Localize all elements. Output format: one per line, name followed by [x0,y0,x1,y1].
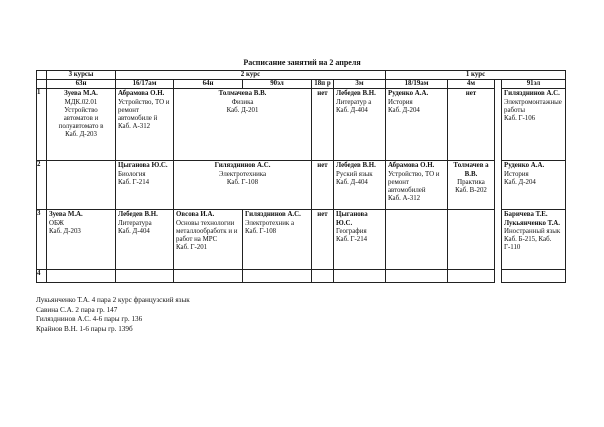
cell-4m [448,89,495,161]
gap-cell [495,161,502,210]
subject: МДК.02.01 Устройство автоматов и полуавтомато в [58,98,104,131]
subject: Электротехник а [245,219,295,227]
gap-cell [495,210,502,270]
group-63n: 63н [47,80,116,89]
group-header-row [37,80,566,89]
subject: ОБЖ [49,219,64,227]
room: Каб. А-312 [118,123,151,131]
cell-18pr [312,161,334,210]
cell-1819am [386,270,448,283]
course-1: 1 курс [386,71,566,80]
subject: Иностранный язык [504,227,561,235]
teacher-name: Толмачев а В.В. [453,162,489,178]
subject: Литератур а [336,98,372,106]
cell-1819am [386,89,448,161]
cell-18pr [312,89,334,161]
cell-91el [502,270,566,283]
cell-1617am [116,89,174,161]
cell-90el [243,210,312,270]
cell-63n [47,89,116,161]
corner-cell [37,71,47,80]
cell-4m [448,161,495,210]
teacher-name: Овсова И.А. [176,211,215,219]
group-91el: 91эл [502,80,566,89]
subject: Электромонтажные работы [504,98,562,114]
group-3m: 3м [334,80,386,89]
gap-cell [495,270,502,283]
lesson-number: 3 [37,210,47,270]
room: Каб. Д-404 [336,106,368,114]
note-line: Гилязднинов А.С. 4-6 пары гр. 136 [36,315,143,323]
teacher-name: Зуева М.А. [64,90,98,98]
subject: Электротехника [218,170,267,178]
teacher-name: Руденко А.А. [504,162,545,170]
room: Каб. Г-201 [176,244,208,252]
course-2: 2 курс [116,71,386,80]
teacher-name: Лебедев В.Н. [336,90,376,98]
group-18pr: 18п р [312,80,334,89]
cell-64n-90el [174,89,312,161]
cell-63n [47,210,116,270]
lesson-row-2 [37,161,566,210]
teacher-name: Баричева Т.Е. Лукьянченко Т.А. [504,211,561,227]
room: Каб. Д-404 [118,227,150,235]
cell-1819am [386,161,448,210]
teacher-name: Абрамова О.Н. [118,90,165,98]
cell-91el [502,89,566,161]
teacher-name: Гилязднинов А.С. [214,162,271,170]
teacher-name: Абрамова О.Н. [388,162,435,170]
notes-list [36,296,190,334]
lesson-row-1 [37,89,566,161]
course-header-row [37,71,566,80]
cell-1617am [116,161,174,210]
subject: История [388,98,413,106]
cell-18pr [312,270,334,283]
course-3: 3 курсы [47,71,116,80]
room: Каб. Г-214 [118,178,150,186]
cell-1819am [386,210,448,270]
cell-63n [47,270,116,283]
group-64n: 64н [174,80,243,89]
teacher-name: Цыганова Ю.С. [118,162,168,170]
cell-64n [174,270,243,283]
teacher-name: Цыганова Ю.С. [336,211,368,227]
subject: География [336,227,367,235]
cell-90el [243,270,312,283]
room: Каб. Д-204 [388,106,420,114]
lesson-number: 1 [37,89,47,161]
page-title: Расписание занятий на 2 апреля [243,58,361,67]
teacher-name: Гилязднинов А.С. [504,90,560,98]
gap-cell [495,80,502,89]
room: Каб. Д-404 [336,178,368,186]
subject: Руский язык [336,170,373,178]
none-label: нет [317,211,328,219]
lesson-row-3 [37,210,566,270]
subject: Литература [118,219,152,227]
room: Каб. Г-214 [336,236,368,244]
group-1617am: 16/17ам [116,80,174,89]
room: Каб. Д-201 [226,106,259,114]
cell-63n [47,161,116,210]
cell-64n-90el [174,161,312,210]
corner-cell [37,80,47,89]
group-1819am: 18/19ам [386,80,448,89]
gap-cell [495,89,502,161]
cell-4m [448,270,495,283]
room: Каб. В-202 [455,187,487,195]
note-line: Крайнов В.Н. 1-6 пары гр. 139б [36,324,133,333]
none-label: нет [317,90,328,98]
group-4m: 4м [448,80,495,89]
subject: Устройство, ТО и ремонт автомобиле й [118,98,170,123]
subject: Практика [457,178,485,186]
cell-4m [448,210,495,270]
room: Каб. Д-203 [65,131,97,139]
cell-3m [334,89,386,161]
schedule-table [36,70,566,283]
cell-91el [502,161,566,210]
room: Каб. Д-203 [49,227,81,235]
cell-18pr [312,210,334,270]
lesson-row-4 [37,270,566,283]
cell-1617am [116,210,174,270]
note-line: Савина С.А. 2 пара гр. 147 [36,305,118,314]
subject: История [504,170,529,178]
cell-1617am [116,270,174,283]
teacher-name: Зуева М.А. [49,211,83,219]
subject: Основы технологии металлообработк и и работ на МРС [176,219,238,244]
teacher-name: Лебедев В.Н. [118,211,158,219]
cell-3m [334,270,386,283]
subject: Биология [118,170,146,178]
room: Каб. Г-106 [504,115,536,123]
lesson-number: 4 [37,270,47,283]
cell-91el [502,210,566,270]
lesson-number: 2 [37,161,47,210]
room: Каб. Б-215, Каб. Г-110 [504,236,552,252]
none-label: нет [317,162,328,170]
group-90el: 90эл [243,80,312,89]
cell-3m [334,210,386,270]
cell-3m [334,161,386,210]
none-label: нет [465,90,477,98]
note-line: Лукьянченко Т.А. 4 пара 2 курс французский язык [36,296,190,304]
teacher-name: Толмачева В.В. [218,90,267,98]
room: Каб. А-312 [388,195,421,203]
room: Каб. Г-108 [245,227,277,235]
teacher-name: Руденко А.А. [388,90,429,98]
room: Каб. Г-108 [226,178,259,186]
teacher-name: Лебедев В.Н. [336,162,376,170]
subject: Устройство, ТО и ремонт автомобилей [388,170,440,195]
cell-64n [174,210,243,270]
room: Каб. Д-204 [504,178,536,186]
teacher-name: Гилязднинов А.С. [245,211,301,219]
subject: Физика [231,98,254,106]
